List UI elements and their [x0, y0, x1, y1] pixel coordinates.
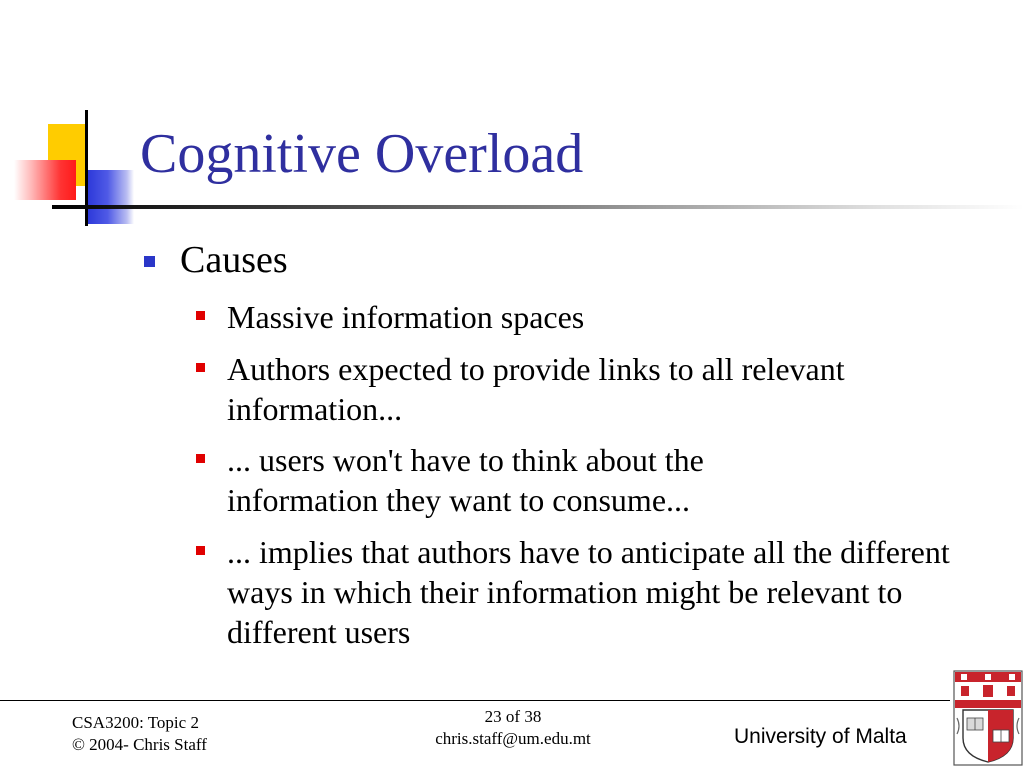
- footer-left: [72, 712, 207, 756]
- footer-email: chris.staff@um.edu.mt: [435, 729, 591, 748]
- sub-bullet-text: Massive information spaces: [227, 299, 585, 335]
- slide-title: Cognitive Overload: [140, 123, 584, 185]
- page-number: 23 of 38: [484, 707, 542, 726]
- footer-divider: [0, 700, 950, 701]
- square-bullet-icon: [144, 256, 155, 267]
- sub-bullet-text: ... users won't have to think about the information they want to consume...: [227, 442, 704, 518]
- footer-course: CSA3200: Topic 2: [72, 713, 199, 732]
- square-bullet-icon: [196, 311, 205, 320]
- university-crest-logo: [953, 670, 1023, 766]
- footer-copyright: © 2004- Chris Staff: [72, 735, 207, 754]
- square-bullet-icon: [196, 363, 205, 372]
- sub-bullet-text: Authors expected to provide links to all relevant information...: [227, 351, 845, 427]
- square-bullet-icon: [196, 546, 205, 555]
- footer-center: [380, 706, 646, 750]
- square-bullet-icon: [196, 454, 205, 463]
- bullet-text: Causes: [180, 239, 288, 281]
- sub-bullet-text: ... implies that authors have to anticipate all the different ways in which their information might be relevant to different users: [227, 534, 950, 650]
- footer-institution: University of Malta: [734, 725, 907, 748]
